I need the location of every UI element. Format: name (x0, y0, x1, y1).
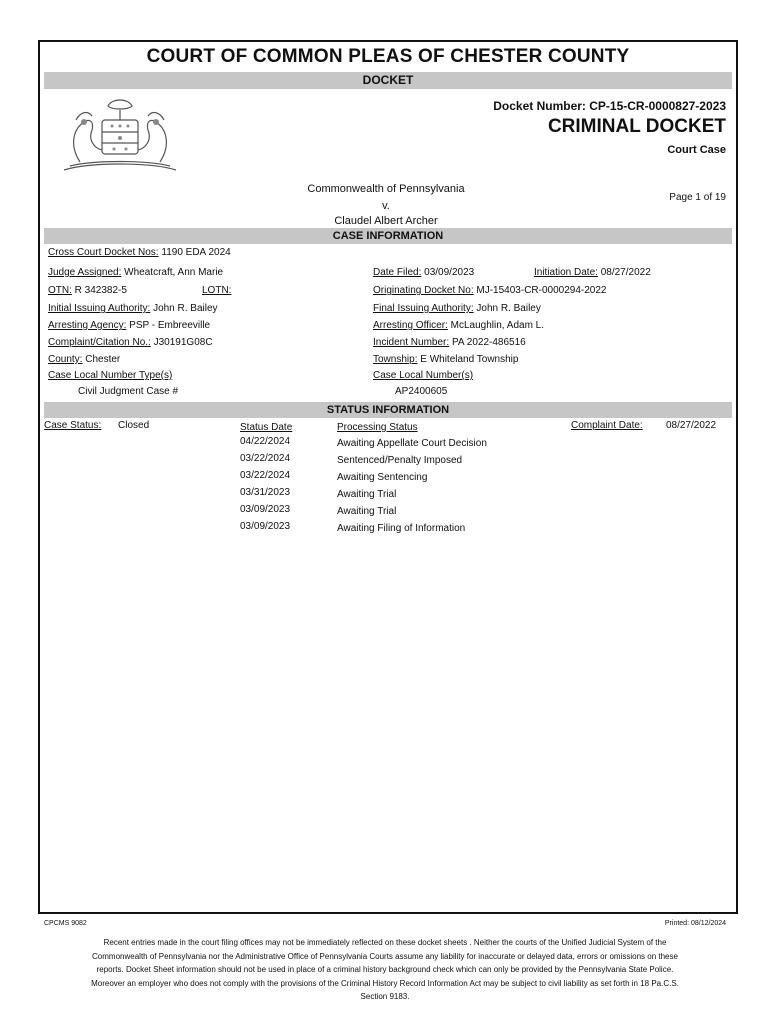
cross-court-row (48, 247, 231, 258)
local-type-label: Case Local Number Type(s) (48, 370, 173, 381)
county-label: County: (48, 354, 83, 365)
complaint-date-label: Complaint Date: (571, 420, 643, 431)
docket-number: Docket Number: CP-15-CR-0000827-2023 (493, 99, 726, 113)
case-status-label: Case Status: (44, 420, 102, 431)
cross-court-value: 1190 EDA 2024 (161, 247, 231, 258)
date-filed-label: Date Filed: (373, 267, 422, 278)
init-auth-row (48, 303, 218, 314)
processing-status-header: Processing Status (337, 422, 418, 433)
judge-row (48, 267, 223, 278)
township-row (373, 354, 518, 365)
arr-officer-value: McLaughlin, Adam L. (450, 320, 545, 331)
status-date-6: 03/09/2023 (240, 521, 291, 532)
status-text-2: Sentenced/Penalty Imposed (337, 455, 463, 466)
arr-agency-value: PSP - Embreeville (129, 320, 211, 331)
otn-row (48, 285, 127, 296)
init-auth-value: John R. Bailey (153, 303, 218, 314)
arr-officer-row (373, 320, 544, 331)
cross-court-label: Cross Court Docket Nos: (48, 247, 159, 258)
judge-label: Judge Assigned: (48, 267, 122, 278)
initiation-label: Initiation Date: (534, 267, 598, 278)
final-auth-label: Final Issuing Authority: (373, 303, 474, 314)
page-number: Page 1 of 19 (669, 192, 726, 203)
lotn-row (202, 285, 231, 296)
township-label: Township: (373, 354, 418, 365)
status-text-5: Awaiting Trial (337, 506, 397, 517)
case-status-value: Closed (118, 420, 150, 431)
status-date-2: 03/22/2024 (240, 453, 291, 464)
local-type-value: Civil Judgment Case # (78, 386, 179, 397)
status-text-6: Awaiting Filing of Information (337, 523, 466, 534)
county-row (48, 354, 120, 365)
township-value: E Whiteland Township (420, 354, 519, 365)
otn-label: OTN: (48, 285, 72, 296)
complaint-row (48, 337, 213, 348)
otn-value: R 342382-5 (74, 285, 127, 296)
lotn-label: LOTN: (202, 285, 232, 296)
final-auth-value: John R. Bailey (476, 303, 541, 314)
status-text-4: Awaiting Trial (337, 489, 397, 500)
status-date-5: 03/09/2023 (240, 504, 291, 515)
docket-bar: DOCKET (44, 72, 732, 89)
date-filed-value: 03/09/2023 (424, 267, 475, 278)
status-text-1: Awaiting Appellate Court Decision (337, 438, 487, 449)
status-date-4: 03/31/2023 (240, 487, 291, 498)
initiation-row (534, 267, 651, 278)
complaint-label: Complaint/Citation No.: (48, 337, 151, 348)
court-title: COURT OF COMMON PLEAS OF CHESTER COUNTY (146, 46, 630, 67)
orig-docket-row (373, 285, 606, 296)
complaint-value: J30191G08C (153, 337, 213, 348)
orig-docket-value: MJ-15403-CR-0000294-2022 (476, 285, 607, 296)
case-information-bar: CASE INFORMATION (44, 228, 732, 244)
status-information-bar: STATUS INFORMATION (44, 402, 732, 418)
incident-label: Incident Number: (373, 337, 450, 348)
court-case-label: Court Case (667, 144, 726, 156)
arr-officer-label: Arresting Officer: (373, 320, 448, 331)
arr-agency-row (48, 320, 210, 331)
date-filed-row (373, 267, 474, 278)
initiation-value: 08/27/2022 (600, 267, 651, 278)
form-id: CPCMS 9082 (44, 920, 87, 927)
status-date-3: 03/22/2024 (240, 470, 291, 481)
incident-value: PA 2022-486516 (451, 337, 526, 348)
caption-defendant: Claudel Albert Archer (334, 215, 438, 227)
docket-frame (38, 40, 738, 914)
arr-agency-label: Arresting Agency: (48, 320, 127, 331)
local-num-value: AP2400605 (395, 386, 448, 397)
disclaimer-text: Recent entries made in the court filing offices may not be immediately reflected on these docket sheets . Neither the courts of the Unified Judicial System of the Commonwealth of Pennsylvania nor the Administrative Office of Pennsylvania Courts assume any liability for inaccurate or delayed data, errors or omissions on these reports. Docket Sheet information should not be used in place of a criminal history background check which can only be provided by the Pennsylvania State Police. Moreover an employer who does not comply with the provisions of the Criminal History Record Information Act may be subject to civil liability as set forth in 18 Pa.C.S. Section 9183. (91, 938, 679, 1001)
complaint-date-value: 08/27/2022 (666, 420, 717, 431)
local-num-label: Case Local Number(s) (373, 370, 474, 381)
status-text-3: Awaiting Sentencing (337, 472, 428, 483)
incident-row (373, 337, 526, 348)
judge-value: Wheatcraft, Ann Marie (124, 267, 224, 278)
status-date-1: 04/22/2024 (240, 436, 291, 447)
caption-plaintiff: Commonwealth of Pennsylvania (307, 183, 465, 195)
case-status-row (44, 420, 149, 431)
init-auth-label: Initial Issuing Authority: (48, 303, 151, 314)
pennsylvania-seal-icon (50, 92, 190, 176)
status-date-header: Status Date (240, 422, 293, 433)
county-value: Chester (85, 354, 121, 365)
orig-docket-label: Originating Docket No: (373, 285, 474, 296)
caption-versus: v. (382, 200, 390, 212)
printed-date: Printed: 08/12/2024 (664, 920, 726, 927)
docket-type: CRIMINAL DOCKET (547, 116, 726, 137)
final-auth-row (373, 303, 541, 314)
